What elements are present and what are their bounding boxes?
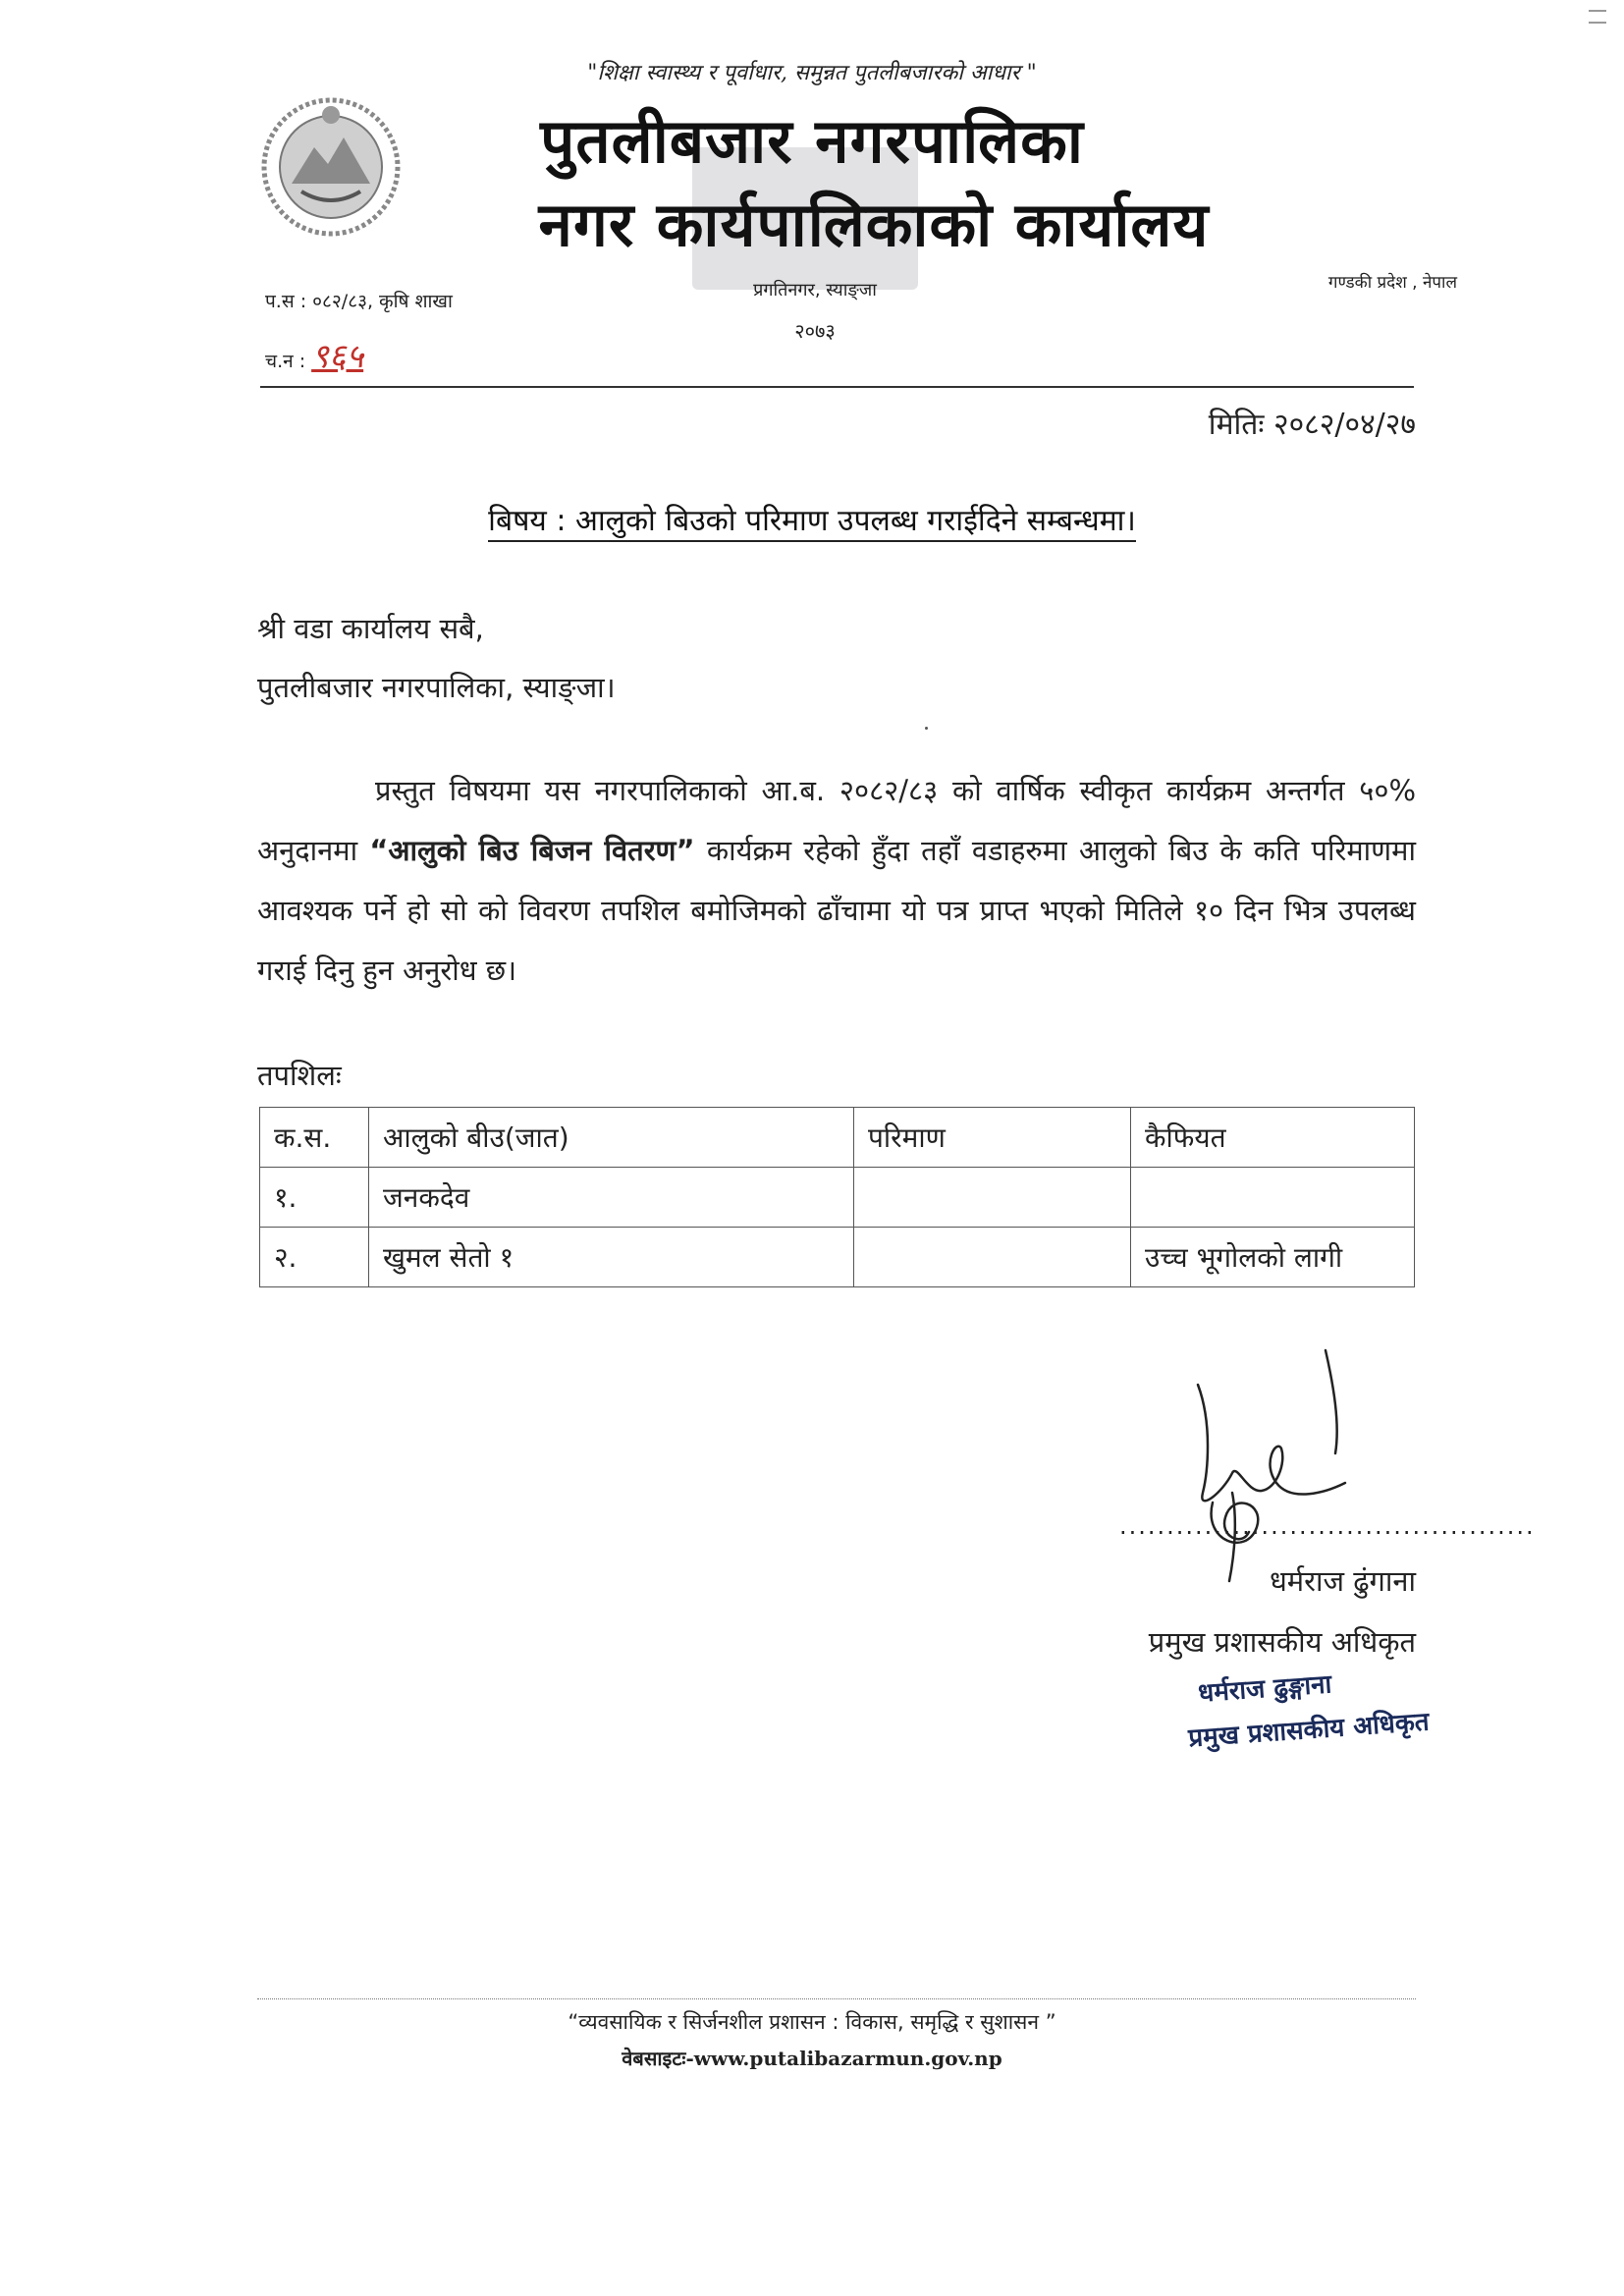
- recipient-line-2: पुतलीबजार नगरपालिका, स्याङ्जा।: [257, 671, 616, 704]
- org-name: पुतलीबजार नगरपालिका: [540, 105, 1084, 177]
- cell-remarks: [1131, 1168, 1415, 1228]
- body-part-1: प्रस्तुत विषयमा यस नगरपालिकाको आ.ब. २०८२/८३ को वार्षिक स्वीकृत कार्यक्रम अन्तर्गत ५०% अनुदानमा: [257, 774, 1416, 867]
- seal-stamp-name: धर्मराज ढुङ्गाना: [1197, 1669, 1333, 1709]
- footer-slogan: “व्यवसायिक र सिर्जनशील प्रशासन : विकास, समृद्धि र सुशासन ”: [568, 2010, 1056, 2034]
- reference-number: प.स : ०८२/८३, कृषि शाखा: [265, 291, 453, 312]
- dispatch-handwritten-number: ९६५: [311, 337, 364, 376]
- subject-text: बिषय : आलुको बिउको परिमाण उपलब्ध गराईदिने सम्बन्धमा।: [488, 504, 1136, 542]
- header-divider: [260, 386, 1414, 388]
- office-address: प्रगतिनगर, स्याङ्जा: [753, 280, 877, 301]
- page-corner-mark: [1589, 10, 1606, 24]
- signatory-title: प्रमुख प्रशासकीय अधिकृत: [1148, 1625, 1416, 1659]
- cell-serial: १.: [260, 1168, 369, 1228]
- signature-line: ............................................: [1119, 1512, 1536, 1540]
- letterhead-motto: "शिक्षा स्वास्थ्य र पूर्वाधार, समुन्नत पुतलीबजारको आधार ": [587, 61, 1037, 85]
- province-label: गण्डकी प्रदेश , नेपाल: [1327, 273, 1457, 293]
- footer-divider: [257, 1998, 1416, 1999]
- cell-variety: जनकदेव: [369, 1168, 854, 1228]
- table-row: [260, 1168, 1415, 1228]
- header-serial: क.स.: [260, 1108, 369, 1168]
- header-quantity: परिमाण: [854, 1108, 1131, 1168]
- table-header-row: [260, 1108, 1415, 1168]
- seal-stamp-title: प्रमुख प्रशासकीय अधिकृत: [1187, 1707, 1431, 1754]
- cell-quantity: [854, 1168, 1131, 1228]
- established-year: २०७३: [794, 319, 836, 343]
- stray-dot: [925, 727, 928, 730]
- letter-date: मितिः २०८२/०४/२७: [1208, 408, 1416, 442]
- body-part-2: कार्यक्रम रहेको हुँदा तहाँ वडाहरुमा आलुको बिउ के कति परिमाणमा आवश्यक पर्ने हो सो को विवरण तपशिल बमोजिमको ढाँचामा यो पत्र प्राप्त भएको मितिले १० दिन भित्र उपलब्ध गराई दिनु हुन अनुरोध छ।: [257, 834, 1416, 987]
- office-name: नगर कार्यपालिकाको कार्यालय: [538, 189, 1210, 260]
- body-highlight: “आलुको बिउ बिजन वितरण”: [369, 834, 695, 867]
- header-remarks: कैफियत: [1131, 1108, 1415, 1168]
- potato-seed-table: [259, 1107, 1415, 1287]
- handwritten-signature: [1139, 1345, 1434, 1591]
- footer-website: वेबसाइटः-www.putalibazarmun.gov.np: [622, 2047, 1002, 2070]
- table-row: [260, 1228, 1415, 1287]
- cell-quantity: [854, 1228, 1131, 1287]
- header-variety: आलुको बीउ(जात): [369, 1108, 854, 1168]
- letter-subject: [0, 499, 1624, 539]
- dispatch-label: च.न :: [265, 351, 306, 372]
- dispatch-number: [265, 332, 363, 377]
- letter-body: [257, 761, 1416, 1001]
- cell-variety: खुमल सेतो १: [369, 1228, 854, 1287]
- cell-remarks: उच्च भूगोलको लागी: [1131, 1228, 1415, 1287]
- cell-serial: २.: [260, 1228, 369, 1287]
- signatory-name: धर्मराज ढुंगाना: [1269, 1564, 1416, 1598]
- recipient-line-1: श्री वडा कार्यालय सबै,: [257, 612, 484, 645]
- table-caption: तपशिलः: [257, 1059, 342, 1092]
